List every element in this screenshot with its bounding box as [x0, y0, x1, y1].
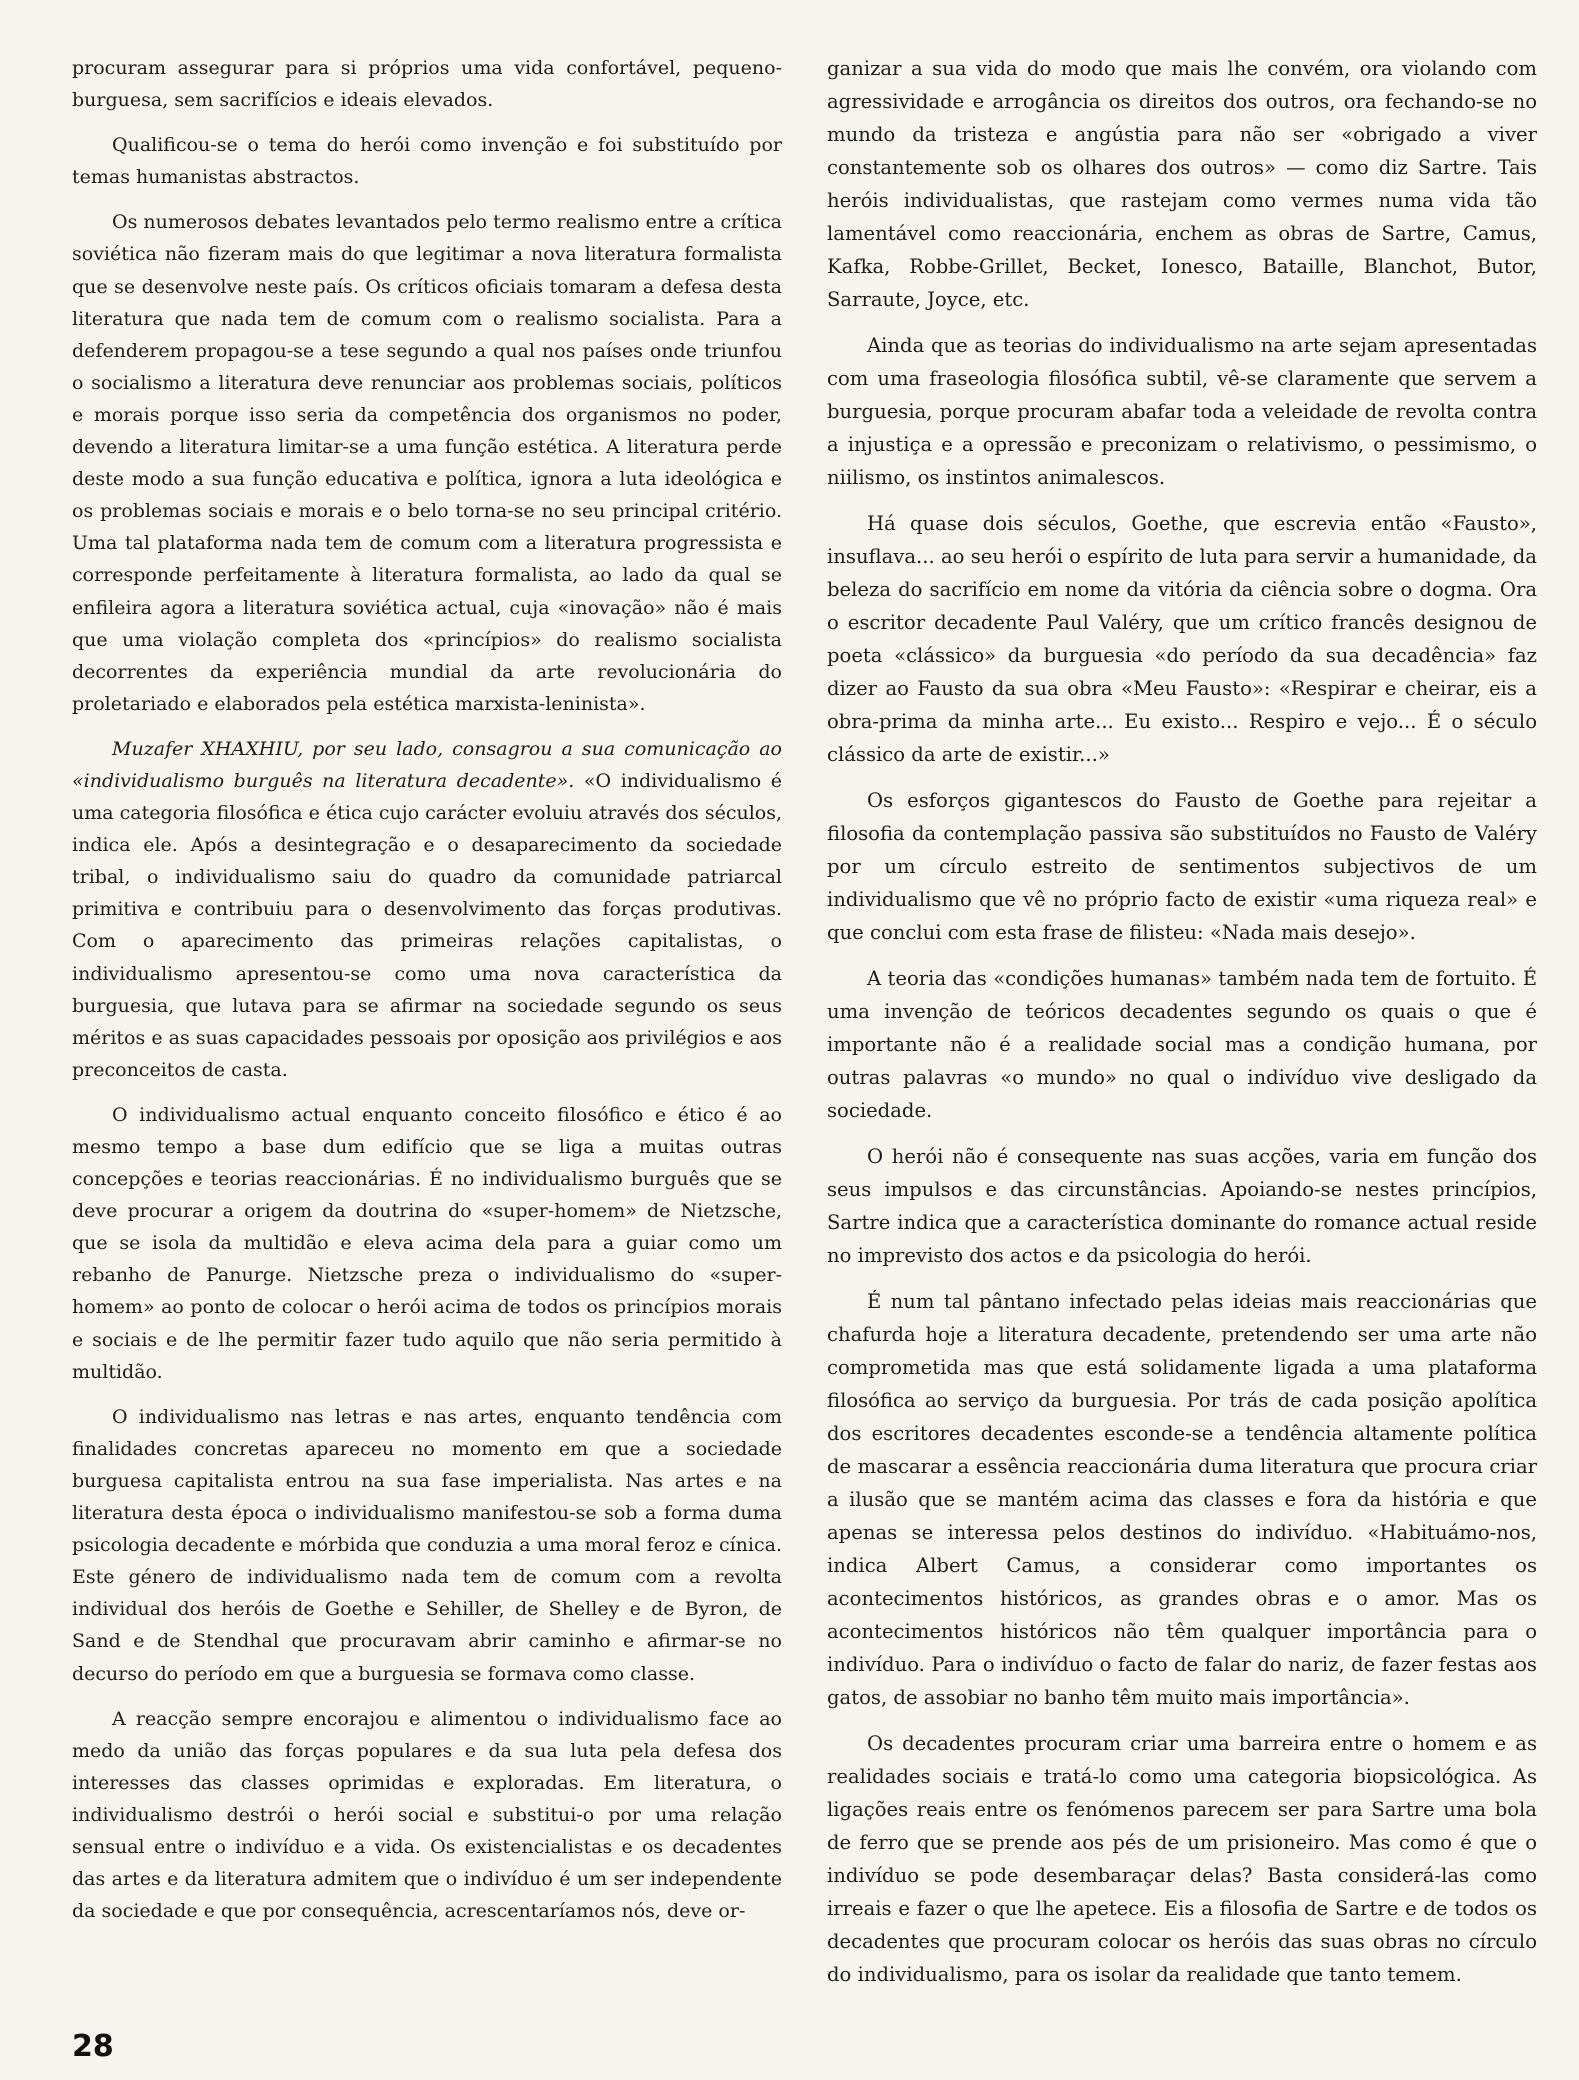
right-column [827, 52, 1537, 2004]
italic-intro: Muzafer XHAXHIU, por seu lado, consagrou a sua comunicação ao «individualismo burguês na literatura decadente». [72, 737, 782, 792]
left-column [72, 52, 782, 1940]
paragraph: Os numerosos debates levantados pelo termo realismo entre a crítica soviética não fizeram mais do que legitimar a nova literatura formalista que se desenvolve neste país. Os críticos oficiais tomaram a defesa desta literatura que nada tem de comum com o realismo socialista. Para a defenderem propagou-se a tese segundo a qual nos países onde triunfou o socialismo a literatura deve renunciar aos problemas sociais, políticos e morais porque isso seria da competência dos organismos no poder, devendo a literatura limitar-se a uma função estética. A literatura perde deste modo a sua função educativa e política, ignora a luta ideológica e os problemas sociais e morais e o belo torna-se no seu principal critério. Uma tal plataforma nada tem de comum com a literatura progressista e corresponde perfeitamente à literatura formalista, ao lado da qual se enfileira agora a literatura soviética actual, cuja «inovação» não é mais que uma violação completa dos «princípios» do realismo socialista decorrentes da experiência mundial da arte revolucionária do proletariado e elaborados pela estética marxista-leninista». [72, 211, 782, 715]
paragraph: Qualificou-se o tema do herói como invenção e foi substituído por temas humanistas abstractos. [72, 134, 782, 189]
paragraph: Os esforços gigantescos do Fausto de Goethe para rejeitar a filosofia da contemplação passiva são substituídos no Fausto de Valéry por um círculo estreito de sentimentos subjectivos de um individualismo que vê no próprio facto de existir «uma riqueza real» e que conclui com esta frase de filisteu: «Nada mais desejo». [827, 789, 1537, 944]
paragraph: ganizar a sua vida do modo que mais lhe convém, ora violando com agressividade e arrogância os direitos dos outros, ora fechando-se no mundo da tristeza e angústia para não ser «obrigado a viver constantemente sob os olhares dos outros» — como diz Sartre. Tais heróis individualistas, que rastejam como vermes numa vida tão lamentável como reaccionária, enchem as obras de Sartre, Camus, Kafka, Robbe-Grillet, Becket, Ionesco, Bataille, Blanchot, Butor, Sarraute, Joyce, etc. [827, 57, 1537, 311]
paragraph: É num tal pântano infectado pelas ideias mais reaccionárias que chafurda hoje a literatura decadente, pretendendo ser uma arte não comprometida mas que está solidamente ligada a uma plataforma filosófica ao serviço da burguesia. Por trás de cada posição apolítica dos escritores decadentes esconde-se a tendência altamente política de mascarar a essência reaccionária duma literatura que procura criar a ilusão que se mantém acima das classes e fora da história e que apenas se interessa pelos destinos do indivíduo. «Habituámo-nos, indica Albert Camus, a considerar como importantes os acontecimentos históricos, as grandes obras e o amor. Mas os acontecimentos históricos não têm qualquer importância para o indivíduo. Para o indivíduo o facto de falar do nariz, de fazer festas aos gatos, de assobiar no banho têm muito mais importância». [827, 1290, 1537, 1709]
paragraph: Há quase dois séculos, Goethe, que escrevia então «Fausto», insuflava... ao seu herói o espírito de luta para servir a humanidade, da beleza do sacrifício em nome da vitória da ciência sobre o dogma. Ora o escritor decadente Paul Valéry, que um crítico francês designou de poeta «clássico» da burguesia «do período da sua decadência» faz dizer ao Fausto da sua obra «Meu Fausto»: «Respirar e cheirar, eis a obra-prima da minha arte... Eu existo... Respiro e vejo... É o século clássico da arte de existir...» [827, 512, 1537, 766]
paragraph: Ainda que as teorias do individualismo na arte sejam apresentadas com uma fraseologia filosófica subtil, vê-se claramente que servem a burguesia, porque procuram abafar toda a veleidade de revolta contra a injustiça e a opressão e preconizam o relativismo, o pessimismo, o niilismo, os instintos animalescos. [827, 334, 1537, 489]
quote-text: «O individualismo é uma categoria filosófica e ética cujo carácter evoluiu através dos séculos, indica ele. Após a desintegração e o desaparecimento da sociedade tribal, o individualismo saiu do quadro da comunidade patriarcal primitiva e contribuiu para o desenvolvimento das forças produtivas. Com o aparecimento das primeiras relações capitalistas, o individualismo apresentou-se como uma nova característica da burguesia, que lutava para se afirmar na sociedade segundo os seus méritos e as suas capacidades pessoais por oposição aos privilégios e aos preconceitos de casta. [72, 769, 783, 1081]
paragraph: O individualismo nas letras e nas artes, enquanto tendência com finalidades concretas apareceu no momento em que a sociedade burguesa capitalista entrou na sua fase imperialista. Nas artes e na literatura desta época o individualismo manifestou-se sob a forma duma psicologia decadente e mórbida que conduzia a uma moral feroz e cínica. Este género de individualismo nada tem de comum com a revolta individual dos heróis de Goethe e Sehiller, de Shelley e de Byron, de Sand e de Stendhal que procuravam abrir caminho e afirmar-se no decurso do período em que a burguesia se formava como classe. [72, 1405, 782, 1685]
page-number: 28 [72, 2029, 114, 2064]
paragraph: O individualismo actual enquanto conceito filosófico e ético é ao mesmo tempo a base dum edifício que se liga a muitas outras concepções e teorias reaccionárias. É no individualismo burguês que se deve procurar a origem da doutrina do «super-homem» de Nietzsche, que se isola da multidão e eleva acima dela para a guiar como um rebanho de Panurge. Nietzsche preza o individualismo do «super-homem» ao ponto de colocar o herói acima de todos os princípios morais e sociais e de lhe permitir fazer tudo aquilo que não seria permitido à multidão. [72, 1103, 782, 1383]
paragraph: A reacção sempre encorajou e alimentou o individualismo face ao medo da união das forças populares e da sua luta pela defesa dos interesses das classes oprimidas e exploradas. Em literatura, o individualismo destrói o herói social e substitui-o por uma relação sensual entre o indivíduo e a vida. Os existencialistas e os decadentes das artes e da literatura admitem que o indivíduo é um ser independente da sociedade e que por consequência, acrescentaríamos nós, deve or- [72, 1707, 782, 1923]
paragraph: Os decadentes procuram criar uma barreira entre o homem e as realidades sociais e tratá-lo como uma categoria biopsicológica. As ligações reais entre os fenómenos parecem ser para Sartre uma bola de ferro que se prende aos pés de um prisioneiro. Mas como é que o indivíduo se pode desembaraçar delas? Basta considerá-las como irreais e fazer o que lhe apetece. Eis a filosofia de Sartre e de todos os decadentes que procuram colocar os heróis das suas obras no círculo do individualismo, para os isolar da realidade que tanto temem. [827, 1732, 1537, 1986]
paragraph: O herói não é consequente nas suas acções, varia em função dos seus impulsos e das circunstâncias. Apoiando-se nestes princípios, Sartre indica que a característica dominante do romance actual reside no imprevisto dos actos e da psicologia do herói. [827, 1145, 1537, 1267]
paragraph [72, 733, 782, 1086]
paragraph: procuram assegurar para si próprios uma vida confortável, pequeno-burguesa, sem sacrifícios e ideais elevados. [72, 57, 782, 112]
paragraph: A teoria das «condições humanas» também nada tem de fortuito. É uma invenção de teóricos decadentes segundo os quais o que é importante não é a realidade social mas a condição humana, por outras palavras «o mundo» no qual o indivíduo vive desligado da sociedade. [827, 967, 1537, 1122]
